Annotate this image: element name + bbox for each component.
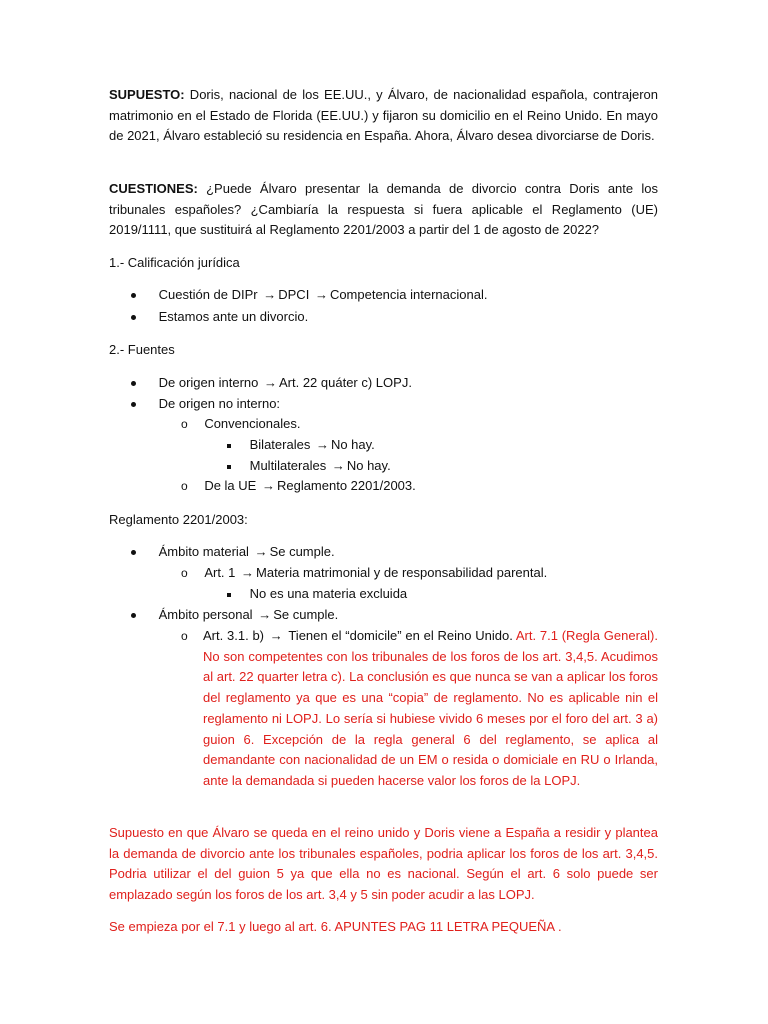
filled-dot-icon <box>131 293 136 298</box>
right-arrow-icon: → <box>254 544 268 559</box>
cuestiones-text: ¿Puede Álvaro presentar la demanda de divorcio contra Doris ante los tribunales españoles? ¿Cambiaría la respuesta si fuera aplicable el Reglamento (UE) 2019/1111, que sustituirá al Reglamento 2201/2003 a partir del 1 de agosto de 2022? <box>109 181 658 238</box>
section1-heading: 1.- Calificación jurídica <box>109 255 240 270</box>
right-arrow-icon: → <box>269 628 283 643</box>
art31-annotation: Art. 7.1 (Regla General). No son competentes con los tribunales de los foros de los art. 3,4,5. Acudimos al art. 22 quarter letra c). La conclusión es que nunca se van a aplicar los foros del reglamento ya que es una “copia” de reglamento. No es aplicable nin el reglamento ni LOPJ. Lo sería si hubiese vivido 6 meses por el foro del art. 3 a) guion 6. Excepción de la regla general 6 del reglamento, se aplica al demandante con nacionalidad de un EM o resida o domiciale en RU o Irlanda, ante la demandada si pueden hacerse valor los foros de la LOPJ. <box>203 628 658 788</box>
right-arrow-icon: → <box>314 287 328 302</box>
bullet-bilaterales: Bilaterales → No hay. <box>227 435 375 455</box>
cuestiones-label: CUESTIONES: <box>109 181 198 196</box>
bullet-de-la-ue: o De la UE → Reglamento 2201/2003. <box>181 476 416 496</box>
filled-dot-icon <box>131 550 136 555</box>
filled-dot-icon <box>131 381 136 386</box>
right-arrow-icon: → <box>258 607 272 622</box>
filled-dot-icon <box>131 315 136 320</box>
right-arrow-icon: → <box>315 437 329 452</box>
right-arrow-icon: → <box>263 287 277 302</box>
bullet-no-excluida: No es una materia excluida <box>227 584 407 604</box>
right-arrow-icon: → <box>261 478 275 493</box>
supuesto-paragraph <box>109 85 658 147</box>
hollow-circle-icon: o <box>181 629 188 643</box>
note-apuntes: Se empieza por el 7.1 y luego al art. 6. APUNTES PAG 11 LETRA PEQUEÑA . <box>109 919 562 934</box>
hollow-circle-icon: o <box>181 417 188 431</box>
bullet-origen-no-interno: De origen no interno: <box>131 394 280 414</box>
right-arrow-icon: → <box>263 375 277 390</box>
bullet-ambito-personal: Ámbito personal → Se cumple. <box>131 605 338 625</box>
bullet-calificacion-1: Cuestión de DIPr → DPCI → Competencia internacional. <box>131 285 487 305</box>
bullet-multilaterales: Multilaterales → No hay. <box>227 456 391 476</box>
filled-square-icon <box>227 444 231 448</box>
art31-paragraph: Art. 3.1. b) → Tienen el “domicile” en el Reino Unido. Art. 7.1 (Regla General). No son competentes con los tribunales de los foros de los art. 3,4,5. Acudimos al art. 22 quarter letra c). La conclusión es que nunca se van a aplicar los foros del reglamento ya que es una “copia” de reglamento. No es aplicable nin el reglamento ni LOPJ. Lo sería si hubiese vivido 6 meses por el foro del art. 3 a) guion 6. Excepción de la regla general 6 del reglamento, se aplica al demandante con nacionalidad de un EM o resida o domiciale en RU o Irlanda, ante la demandada si pueden hacerse valor los foros de la LOPJ. <box>203 628 658 788</box>
hollow-circle-icon: o <box>181 566 188 580</box>
right-arrow-icon: → <box>331 458 345 473</box>
note-supuesto-alternativo: Supuesto en que Álvaro se queda en el reino unido y Doris viene a España a residir y plantea la demanda de divorcio ante los tribunales españoles, podria aplicar los foros de los art. 3,4,5. Podria utilizar el del guion 5 ya que ella no es nacional. Según el art. 6 solo puede ser emplazado según los foros de los art. 3,4 y 5 sin poder acudir a las LOPJ. <box>109 825 658 903</box>
section2-heading: 2.- Fuentes <box>109 342 175 357</box>
filled-dot-icon <box>131 613 136 618</box>
right-arrow-icon: → <box>241 565 255 580</box>
reglamento-heading: Reglamento 2201/2003: <box>109 512 248 527</box>
bullet-ambito-material: Ámbito material → Se cumple. <box>131 542 335 562</box>
filled-dot-icon <box>131 402 136 407</box>
hollow-circle-icon: o <box>181 479 188 493</box>
filled-square-icon <box>227 465 231 469</box>
bullet-art1: o Art. 1 → Materia matrimonial y de responsabilidad parental. <box>181 563 547 583</box>
supuesto-text: Doris, nacional de los EE.UU., y Álvaro, de nacionalidad española, contrajeron matrimonio en el Estado de Florida (EE.UU.) y fijaron su domicilio en el Reino Unido. En mayo de 2021, Álvaro estableció su residencia en España. Ahora, Álvaro desea divorciarse de Doris. <box>109 87 658 144</box>
filled-square-icon <box>227 593 231 597</box>
supuesto-label: SUPUESTO: <box>109 87 185 102</box>
bullet-calificacion-2: Estamos ante un divorcio. <box>131 307 308 327</box>
bullet-convencionales: o Convencionales. <box>181 416 301 431</box>
cuestiones-paragraph <box>109 179 658 241</box>
bullet-origen-interno: De origen interno → Art. 22 quáter c) LOPJ. <box>131 373 412 393</box>
